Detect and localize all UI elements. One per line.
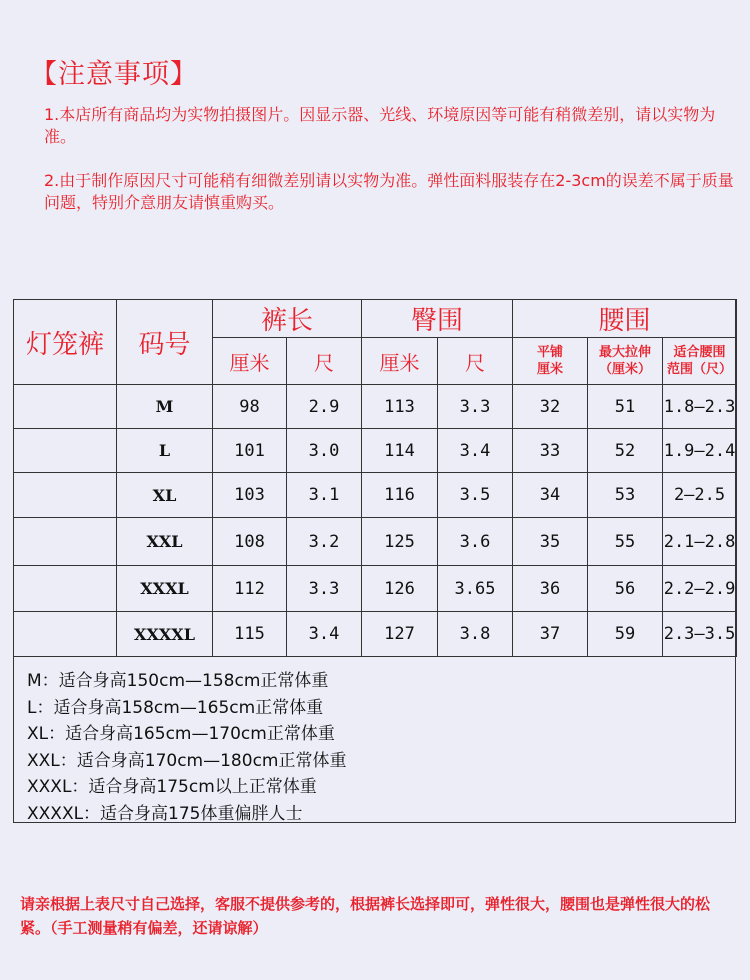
waist-fit-unit: 范围（尺） [667,362,733,377]
waist-flat: 35 [513,518,588,566]
waist-stretch: 53 [588,473,663,518]
length-chi: 3.3 [287,566,362,612]
hip-chi: 3.3 [438,385,513,429]
waist-fit-header [663,338,737,385]
notice-item: 2.由于制作原因尺寸可能稍有细微差别请以实物为准。弹性面料服装存在2-3cm的误差不属于质量问题，特别介意朋友请慎重购买。 [44,171,734,212]
waist-header: 腰围 [513,300,737,338]
hip-chi-header: 尺 [438,338,513,385]
length-cm: 101 [213,429,287,473]
waist-flat-unit: 厘米 [537,362,564,377]
length-chi: 3.1 [287,473,362,518]
size-code: XXXL [117,566,213,612]
table-row [14,518,737,566]
length-cm: 98 [213,385,287,429]
blank-cell [14,566,117,612]
waist-fit: 2.2—2.9 [663,566,737,612]
hip-cm: 126 [362,566,438,612]
fit-note: XXL：适合身高170cm—180cm正常体重 [27,750,347,771]
size-code: M [117,385,213,429]
table-row [14,473,737,518]
waist-stretch: 59 [588,612,663,657]
waist-fit: 1.8—2.3 [663,385,737,429]
footer-note: 请亲根据上表尺寸自己选择，客服不提供参考的，根据裤长选择即可，弹性很大，腰围也是弹性很大的松紧。（手工测量稍有偏差，还请谅解） [20,895,711,937]
waist-stretch-unit: （厘米） [599,362,652,377]
size-code: XXXXL [117,612,213,657]
hip-cm-header: 厘米 [362,338,438,385]
blank-cell [14,429,117,473]
hip-chi: 3.65 [438,566,513,612]
length-header: 裤长 [213,300,362,338]
table-row [14,385,737,429]
length-chi: 3.0 [287,429,362,473]
hip-cm: 125 [362,518,438,566]
length-chi-header: 尺 [287,338,362,385]
waist-stretch: 52 [588,429,663,473]
hip-chi: 3.6 [438,518,513,566]
waist-fit: 2.3—3.5 [663,612,737,657]
waist-flat: 36 [513,566,588,612]
fit-note: XXXL：适合身高175cm以上正常体重 [27,777,317,797]
waist-flat-header [513,338,588,385]
hip-header: 臀围 [362,300,513,338]
waist-stretch: 56 [588,566,663,612]
waist-stretch-header [588,338,663,385]
waist-flat: 32 [513,385,588,429]
size-table [13,299,737,657]
blank-cell [14,473,117,518]
length-cm-header: 厘米 [213,338,287,385]
fit-notes [27,668,346,827]
hip-cm: 116 [362,473,438,518]
waist-flat: 33 [513,429,588,473]
table-row [14,566,737,612]
blank-cell [14,612,117,657]
size-code: L [117,429,213,473]
waist-flat: 34 [513,473,588,518]
waist-fit: 2—2.5 [663,473,737,518]
waist-fit-line: 适合腰围 [673,345,726,360]
length-chi: 3.4 [287,612,362,657]
hip-cm: 127 [362,612,438,657]
fit-note: XL：适合身高165cm—170cm正常体重 [27,724,335,744]
waist-stretch: 55 [588,518,663,566]
size-code: XL [117,473,213,518]
waist-fit: 1.9—2.4 [663,429,737,473]
length-cm: 108 [213,518,287,566]
length-chi: 3.2 [287,518,362,566]
hip-cm: 113 [362,385,438,429]
fit-note: L：适合身高158cm—165cm正常体重 [27,697,324,718]
blank-cell [14,518,117,566]
waist-stretch-line: 最大拉伸 [599,345,652,360]
notice-item: 1.本店所有商品均为实物拍摄图片。因显示器、光线、环境原因等可能有稍微差别，请以实物为准。 [44,105,716,146]
waist-stretch: 51 [588,385,663,429]
table-row [14,429,737,473]
hip-chi: 3.5 [438,473,513,518]
waist-flat: 37 [513,612,588,657]
length-cm: 115 [213,612,287,657]
size-code: XXL [117,518,213,566]
waist-fit: 2.1—2.8 [663,518,737,566]
hip-chi: 3.8 [438,612,513,657]
length-chi: 2.9 [287,385,362,429]
product-name: 灯笼裤 [14,300,117,385]
length-cm: 103 [213,473,287,518]
hip-chi: 3.4 [438,429,513,473]
hip-cm: 114 [362,429,438,473]
blank-cell [14,385,117,429]
table-row [14,612,737,657]
size-header: 码号 [117,300,213,385]
length-cm: 112 [213,566,287,612]
notice-title: 【注意事项】 [30,59,198,90]
waist-flat-line: 平铺 [537,345,564,360]
fit-note: XXXXL：适合身高175体重偏胖人士 [27,803,303,824]
fit-note: M：适合身高150cm—158cm正常体重 [27,671,329,691]
